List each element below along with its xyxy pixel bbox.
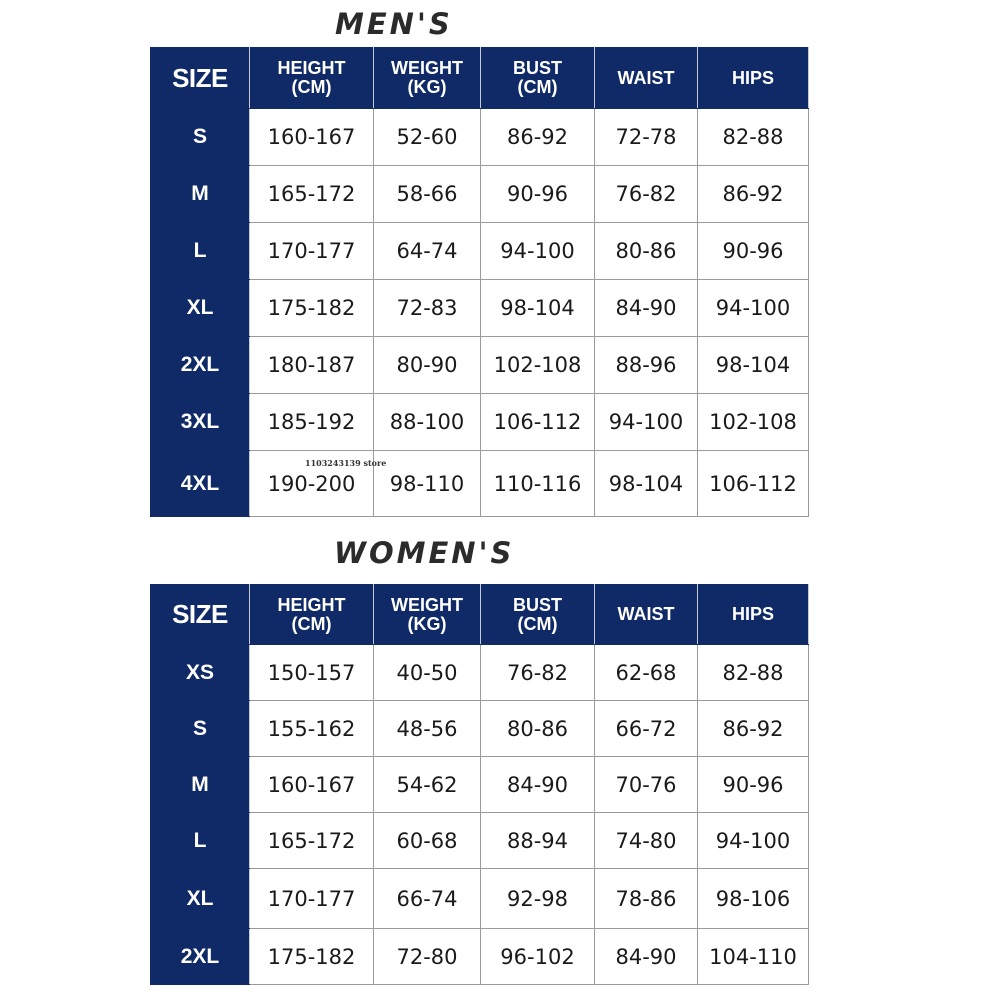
height-cell: 160-167 [250,109,374,166]
bust-cell: 106-112 [481,394,595,451]
table-row [151,869,809,929]
weight-cell: 48-56 [374,701,481,757]
womens-header-row [151,585,809,645]
size-label: S [151,701,250,757]
hips-cell: 90-96 [698,223,809,280]
table-row [151,280,809,337]
weight-cell: 98-110 [374,451,481,517]
size-label: 2XL [151,929,250,985]
waist-cell: 66-72 [595,701,698,757]
size-label: L [151,813,250,869]
table-row [151,929,809,985]
size-label: L [151,223,250,280]
height-cell: 190-200 [250,451,374,517]
size-label: 3XL [151,394,250,451]
bust-cell: 110-116 [481,451,595,517]
height-cell: 170-177 [250,869,374,929]
size-label: 4XL [151,451,250,517]
waist-cell: 78-86 [595,869,698,929]
height-cell: 155-162 [250,701,374,757]
store-watermark: 1103243139 store [305,458,387,468]
waist-cell: 84-90 [595,929,698,985]
hips-cell: 90-96 [698,757,809,813]
womens-header-size: SIZE [151,585,250,645]
table-row [151,645,809,701]
bust-cell: 102-108 [481,337,595,394]
height-cell: 170-177 [250,223,374,280]
table-row [151,813,809,869]
womens-header-weight [374,585,481,645]
size-label: M [151,757,250,813]
mens-header-height [250,48,374,109]
weight-cell: 60-68 [374,813,481,869]
waist-cell: 72-78 [595,109,698,166]
height-cell: 165-172 [250,813,374,869]
womens-header-height [250,585,374,645]
womens-header-bust [481,585,595,645]
mens-header-waist: WAIST [595,48,698,109]
womens-header-waist: WAIST [595,585,698,645]
weight-cell: 64-74 [374,223,481,280]
mens-header-weight-label: WEIGHT [391,58,463,78]
table-row [151,451,809,517]
table-row [151,109,809,166]
bust-cell: 88-94 [481,813,595,869]
size-label: M [151,166,250,223]
womens-header-hips: HIPS [698,585,809,645]
table-row [151,223,809,280]
hips-cell: 106-112 [698,451,809,517]
table-row [151,701,809,757]
hips-cell: 86-92 [698,701,809,757]
mens-section-title: MEN'S [335,7,453,41]
bust-cell: 86-92 [481,109,595,166]
height-cell: 185-192 [250,394,374,451]
womens-header-bust-label: BUST [513,594,562,615]
waist-cell: 94-100 [595,394,698,451]
hips-cell: 94-100 [698,813,809,869]
weight-cell: 66-74 [374,869,481,929]
waist-cell: 74-80 [595,813,698,869]
womens-header-bust-unit: (CM) [517,613,558,634]
mens-header-height-label: HEIGHT [277,58,346,78]
womens-header-height-unit: (CM) [291,613,332,634]
womens-header-weight-label: WEIGHT [391,594,463,615]
weight-cell: 80-90 [374,337,481,394]
womens-header-weight-unit: (KG) [407,613,447,634]
weight-cell: 40-50 [374,645,481,701]
size-label: XS [151,645,250,701]
mens-header-hips: HIPS [698,48,809,109]
mens-header-row [151,48,809,109]
hips-cell: 102-108 [698,394,809,451]
weight-cell: 54-62 [374,757,481,813]
waist-cell: 76-82 [595,166,698,223]
mens-header-size: SIZE [151,48,250,109]
waist-cell: 88-96 [595,337,698,394]
height-cell: 150-157 [250,645,374,701]
bust-cell: 84-90 [481,757,595,813]
table-row [151,166,809,223]
bust-cell: 94-100 [481,223,595,280]
size-label: S [151,109,250,166]
weight-cell: 72-80 [374,929,481,985]
waist-cell: 80-86 [595,223,698,280]
bust-cell: 90-96 [481,166,595,223]
waist-cell: 70-76 [595,757,698,813]
hips-cell: 82-88 [698,109,809,166]
mens-header-weight [374,48,481,109]
mens-header-bust-unit: (CM) [517,77,558,97]
hips-cell: 98-104 [698,337,809,394]
womens-header-height-label: HEIGHT [277,594,346,615]
womens-section-title: WOMEN'S [334,536,515,570]
weight-cell: 88-100 [374,394,481,451]
mens-header-bust-label: BUST [513,58,562,78]
size-label: XL [151,869,250,929]
bust-cell: 96-102 [481,929,595,985]
mens-size-table [150,47,809,517]
waist-cell: 98-104 [595,451,698,517]
hips-cell: 98-106 [698,869,809,929]
height-cell: 175-182 [250,280,374,337]
mens-header-bust [481,48,595,109]
height-cell: 175-182 [250,929,374,985]
bust-cell: 92-98 [481,869,595,929]
waist-cell: 84-90 [595,280,698,337]
bust-cell: 98-104 [481,280,595,337]
weight-cell: 72-83 [374,280,481,337]
table-row [151,757,809,813]
hips-cell: 86-92 [698,166,809,223]
table-row [151,337,809,394]
size-label: XL [151,280,250,337]
mens-header-height-unit: (CM) [291,77,332,97]
table-row [151,394,809,451]
hips-cell: 94-100 [698,280,809,337]
hips-cell: 104-110 [698,929,809,985]
waist-cell: 62-68 [595,645,698,701]
height-cell: 165-172 [250,166,374,223]
mens-header-weight-unit: (KG) [407,77,447,97]
weight-cell: 58-66 [374,166,481,223]
height-cell: 160-167 [250,757,374,813]
hips-cell: 82-88 [698,645,809,701]
womens-size-table [150,584,809,985]
bust-cell: 76-82 [481,645,595,701]
height-cell: 180-187 [250,337,374,394]
bust-cell: 80-86 [481,701,595,757]
size-label: 2XL [151,337,250,394]
weight-cell: 52-60 [374,109,481,166]
